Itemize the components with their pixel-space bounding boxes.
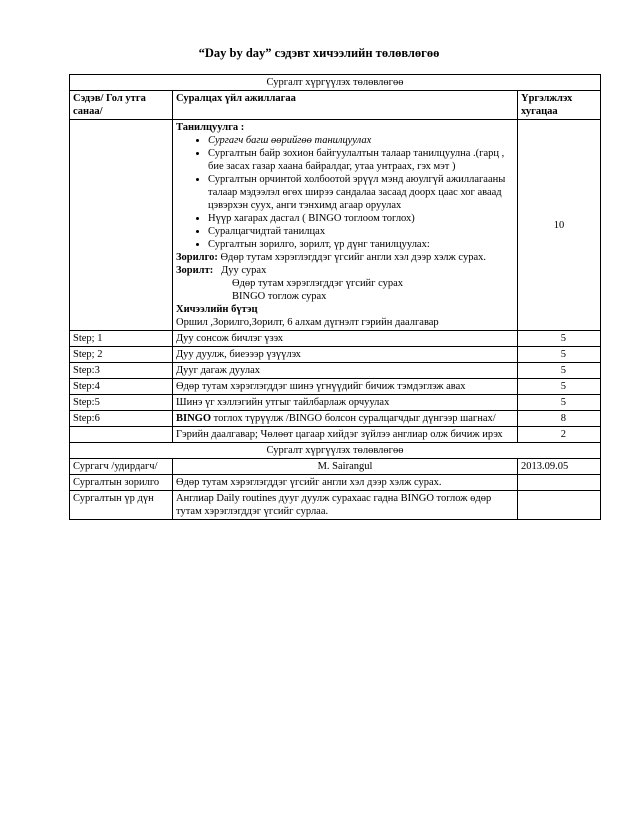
column-header-duration: Үргэлжлэх хугацаа	[518, 91, 601, 120]
goal-row	[70, 475, 601, 491]
step-activity: Дуу дуулж, биеэээр үзүүлэх	[173, 347, 518, 363]
list-item: • Нүүр хагарах дасгал ( BINGO тоглоом тоглох)	[208, 212, 514, 225]
goal-row-text: Өдөр тутам хэрэглэгддэг үгсийг англи хэл дээр хэлж сурах.	[173, 475, 518, 491]
table-row	[70, 379, 601, 395]
step-activity: Шинэ үг хэллэгийн утгыг тайлбарлаж орчуулах	[173, 395, 518, 411]
intro-duration: 10	[518, 120, 601, 331]
intro-activity-cell	[173, 120, 518, 331]
intro-row	[70, 120, 601, 331]
section-header: Сургалт хүргүүлэх төлөвлөгөө	[70, 443, 601, 459]
teacher-label: Сургагч /удирдагч/	[70, 459, 173, 475]
section-header: Сургалт хүргүүлэх төлөвлөгөө	[70, 75, 601, 91]
objective-label: Зорилт:	[176, 265, 214, 276]
step-activity: Дууг дагаж дуулах	[173, 363, 518, 379]
step-activity: Өдөр тутам хэрэглэгддэг шинэ үгнүүдийг бичиж тэмдэглэж авах	[173, 379, 518, 395]
goal-row-empty	[518, 475, 601, 491]
intro-heading: Танилцуулга :	[176, 122, 245, 133]
step-label: Step; 2	[70, 347, 173, 363]
objective-item: BINGO тоглож сурах	[232, 291, 327, 302]
step-duration: 5	[518, 379, 601, 395]
goal-label: Зорилго:	[176, 252, 218, 263]
list-item: • Сургалтын орчинтой холбоотой эрүүл мэнд аюулгүй ажиллагааны талаар мэдээлэл өгөх ширээ сандалаа засаад доорх цаас хог аваад цэвэрхэн суух, анги тэнхимд агаар оруулах	[208, 173, 514, 212]
step-duration: 5	[518, 331, 601, 347]
intro-bullet-list	[176, 134, 514, 251]
bingo-bold-label: BINGO	[176, 413, 212, 424]
step-label: Step:3	[70, 363, 173, 379]
list-item: • Сургалтын зорилго, зорилт, үр дүнг танилцуулах:	[208, 238, 514, 251]
lesson-date: 2013.09.05	[518, 459, 601, 475]
structure-label: Хичээлийн бүтэц	[176, 304, 258, 315]
step-duration: 5	[518, 363, 601, 379]
table-row	[70, 411, 601, 427]
structure-text: Оршил ,Зорилго,Зорилт, 6 алхам дүгнэлт гэрийн даалгавар	[176, 317, 439, 328]
step-activity: Гэрийн даалгавар; Чөлөөт цагаар хийдэг зүйлээ англиар олж бичиж ирэх	[173, 427, 518, 443]
goal-text: Өдөр тутам хэрэглэгддэг үгсийг англи хэл дээр хэлж сурах.	[220, 252, 486, 263]
objective-item: Өдөр тутам хэрэглэгддэг үгсийг сурах	[232, 278, 404, 289]
table-row	[70, 331, 601, 347]
table-row	[70, 363, 601, 379]
step-activity	[173, 411, 518, 427]
goal-line	[176, 251, 514, 264]
step-duration: 5	[518, 395, 601, 411]
step-label: Step:5	[70, 395, 173, 411]
section-header-row	[70, 443, 601, 459]
result-row-text: Англиар Daily routines дууг дуулж сурахаас гадна BINGO тоглож өдөр тутам хэрэглэгддэг үгсийг сурлаа.	[173, 491, 518, 520]
list-item: • Суралцагчидтай танилцах	[208, 225, 514, 238]
result-row-empty	[518, 491, 601, 520]
result-row-label: Сургалтын үр дүн	[70, 491, 173, 520]
step-label: Step; 1	[70, 331, 173, 347]
list-item: • Сургалтын байр зохион байгуулалтын талаар танилцуулна .(гарц , бие засах газар хаана байралдаг, утаа унтраах, гэх мэт )	[208, 147, 514, 173]
table-row	[70, 347, 601, 363]
step-duration: 5	[518, 347, 601, 363]
step-label: Step:6	[70, 411, 173, 427]
section-header-row	[70, 75, 601, 91]
table-row	[70, 395, 601, 411]
goal-row-label: Сургалтын зорилго	[70, 475, 173, 491]
lesson-plan-table	[69, 74, 601, 520]
step-duration: 2	[518, 427, 601, 443]
intro-topic-cell	[70, 120, 173, 331]
step-label	[70, 427, 173, 443]
teacher-name: M. Sairangul	[173, 459, 518, 475]
objective-line	[176, 264, 514, 277]
list-item: • Сургагч багш өөрийгөө танилцуулах	[208, 134, 514, 147]
teacher-row	[70, 459, 601, 475]
column-header-row	[70, 91, 601, 120]
column-header-topic: Сэдэв/ Гол утга санаа/	[70, 91, 173, 120]
objective-item: Дуу сурах	[221, 265, 267, 276]
step-activity: Дуу сонсож бичлэг үзэх	[173, 331, 518, 347]
column-header-activity: Суралцах үйл ажиллагаа	[173, 91, 518, 120]
document-title: “Day by day” сэдэвт хичээлийн төлөвлөгөө	[198, 46, 440, 60]
step-activity-text: тоглох түрүүлж /BINGO болсон суралцагчдыг дүнгээр шагнах/	[211, 413, 496, 424]
step-label: Step:4	[70, 379, 173, 395]
result-row	[70, 491, 601, 520]
table-row	[70, 427, 601, 443]
step-duration: 8	[518, 411, 601, 427]
